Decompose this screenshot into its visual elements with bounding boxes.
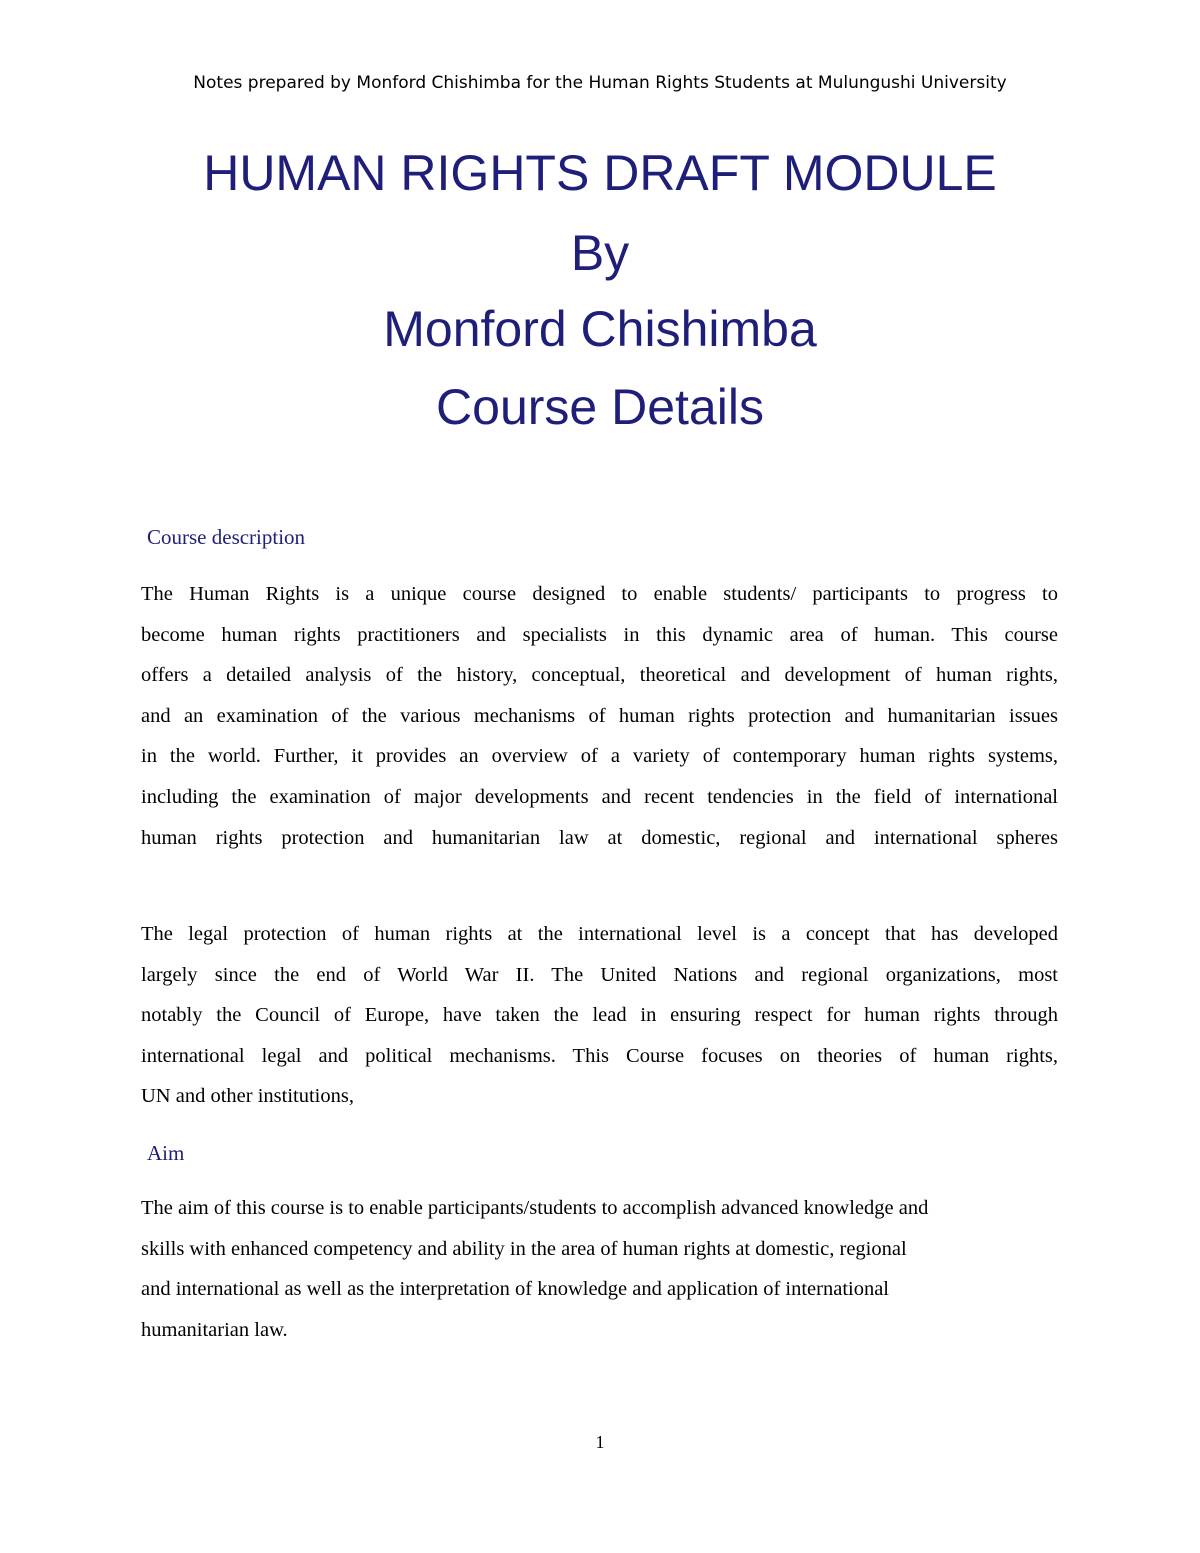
paragraph-line: The aim of this course is to enable participants/students to accomplish advanced knowledge and xyxy=(141,1197,929,1219)
paragraph-line: UN and other institutions, xyxy=(141,1085,354,1108)
paragraph-line: The legal protection of human rights at the international level is a concept that has developed xyxy=(141,923,1058,945)
paragraph-line: and international as well as the interpretation of knowledge and application of international xyxy=(141,1278,889,1301)
course-description-paragraph-1 xyxy=(141,574,1058,858)
course-description-paragraph-2 xyxy=(141,914,1058,1117)
module-title: HUMAN RIGHTS DRAFT MODULE xyxy=(203,145,997,201)
paragraph-line: international legal and political mechanisms. This Course focuses on theories of human rights, xyxy=(141,1044,1058,1067)
paragraph-line: including the examination of major developments and recent tendencies in the field of international xyxy=(141,785,1058,808)
title-by: By xyxy=(570,225,630,281)
paragraph-line: become human rights practitioners and specialists in this dynamic area of human. This course xyxy=(141,623,1058,646)
paragraph-line: in the world. Further, it provides an overview of a variety of contemporary human rights systems, xyxy=(141,745,1058,768)
running-header: Notes prepared by Monford Chishimba for the Human Rights Students at Mulungushi University xyxy=(193,73,1007,93)
paragraph-line: largely since the end of World War II. The United Nations and regional organizations, most xyxy=(141,963,1058,986)
aim-heading: Aim xyxy=(147,1141,185,1165)
aim-paragraph xyxy=(141,1188,1058,1350)
paragraph-line: offers a detailed analysis of the history, conceptual, theoretical and development of human rights, xyxy=(141,664,1058,687)
course-details-heading: Course Details xyxy=(436,379,764,435)
paragraph-line: humanitarian law. xyxy=(141,1318,288,1341)
author-name: Monford Chishimba xyxy=(383,301,817,357)
course-description-heading: Course description xyxy=(147,525,306,549)
paragraph-line: notably the Council of Europe, have taken the lead in ensuring respect for human rights through xyxy=(141,1004,1058,1027)
paragraph-line: The Human Rights is a unique course designed to enable students/ participants to progress to xyxy=(141,583,1058,605)
paragraph-line: human rights protection and humanitarian law at domestic, regional and international spheres xyxy=(141,826,1058,849)
paragraph-line: and an examination of the various mechanisms of human rights protection and humanitarian issues xyxy=(141,704,1058,727)
paragraph-line: skills with enhanced competency and ability in the area of human rights at domestic, regional xyxy=(141,1237,907,1260)
page-number: 1 xyxy=(595,1432,605,1452)
